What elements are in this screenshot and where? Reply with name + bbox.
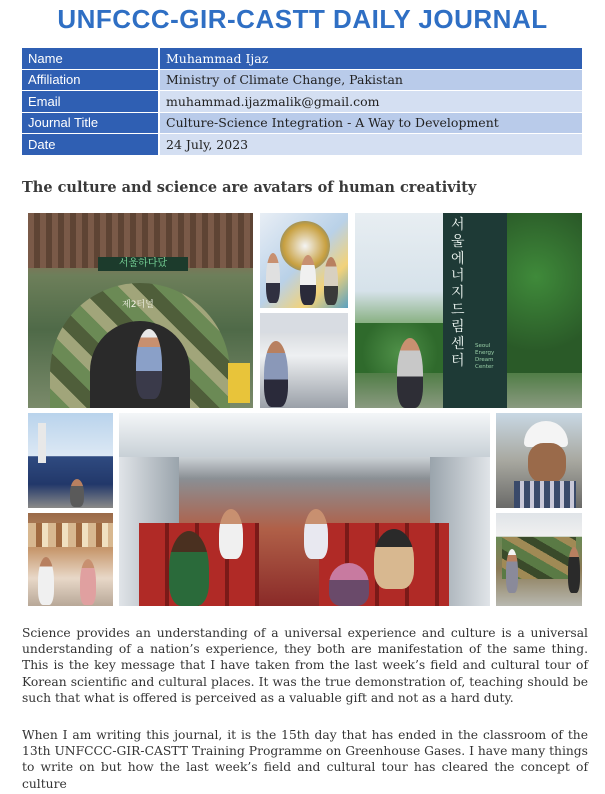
photo-science-exhibit [260, 213, 348, 308]
info-label: Affiliation [22, 69, 159, 91]
tower-sign: 서울에너지드림센터 [451, 217, 465, 369]
tower-subtitle: Seoul Energy Dream Center [475, 343, 495, 370]
photo-shop [28, 513, 113, 606]
journal-title: UNFCCC-GIR-CASTT DAILY JOURNAL [57, 4, 548, 34]
info-label: Journal Title [22, 112, 159, 134]
photo-interior [260, 313, 348, 408]
info-row-name [22, 48, 582, 69]
info-row-email [22, 91, 582, 113]
info-label: Date [22, 134, 159, 156]
body-paragraph-1: Science provides an understanding of a universal experience and culture is a universal understanding of a nation’s experience, they both are manifestation of the same thing. This is the key message that I have taken from the last week’s field and cultural tour of Korean scientific and cultural places. It was the true demonstration of, teaching should be such that what is offered is perceived as a valuable gift and not as a hard duty. [22, 626, 588, 705]
info-row-affiliation [22, 69, 582, 91]
info-row-date [22, 134, 582, 156]
info-value: Muhammad Ijaz [159, 48, 582, 69]
photo-building-exterior [28, 413, 113, 508]
photo-bus [119, 413, 490, 606]
section-heading: The culture and science are avatars of human creativity [22, 179, 477, 196]
info-table [22, 48, 582, 156]
tunnel-sign: 서울하다닸 [98, 257, 188, 271]
info-label: Email [22, 91, 159, 113]
info-value: 24 July, 2023 [159, 134, 582, 156]
photo-hardhat-selfie [496, 413, 582, 508]
tunnel-number: 제2터널 [122, 300, 154, 310]
info-label: Name [22, 48, 159, 69]
photo-camo-wall [496, 513, 582, 606]
info-row-journal-title [22, 112, 582, 134]
body-paragraph-2: When I am writing this journal, it is the 15th day that has ended in the classroom of the 13th UNFCCC-GIR-CASTT Training Programme on Greenhouse Gases. I have many things to write on but how the last week’s field and cultural tour has cleared the concept of culture [22, 728, 588, 791]
info-value: muhammad.ijazmalik@gmail.com [159, 91, 582, 113]
photo-tunnel [28, 213, 253, 408]
photo-energy-center [355, 213, 582, 408]
info-value: Culture-Science Integration - A Way to Development [159, 112, 582, 134]
info-value: Ministry of Climate Change, Pakistan [159, 69, 582, 91]
